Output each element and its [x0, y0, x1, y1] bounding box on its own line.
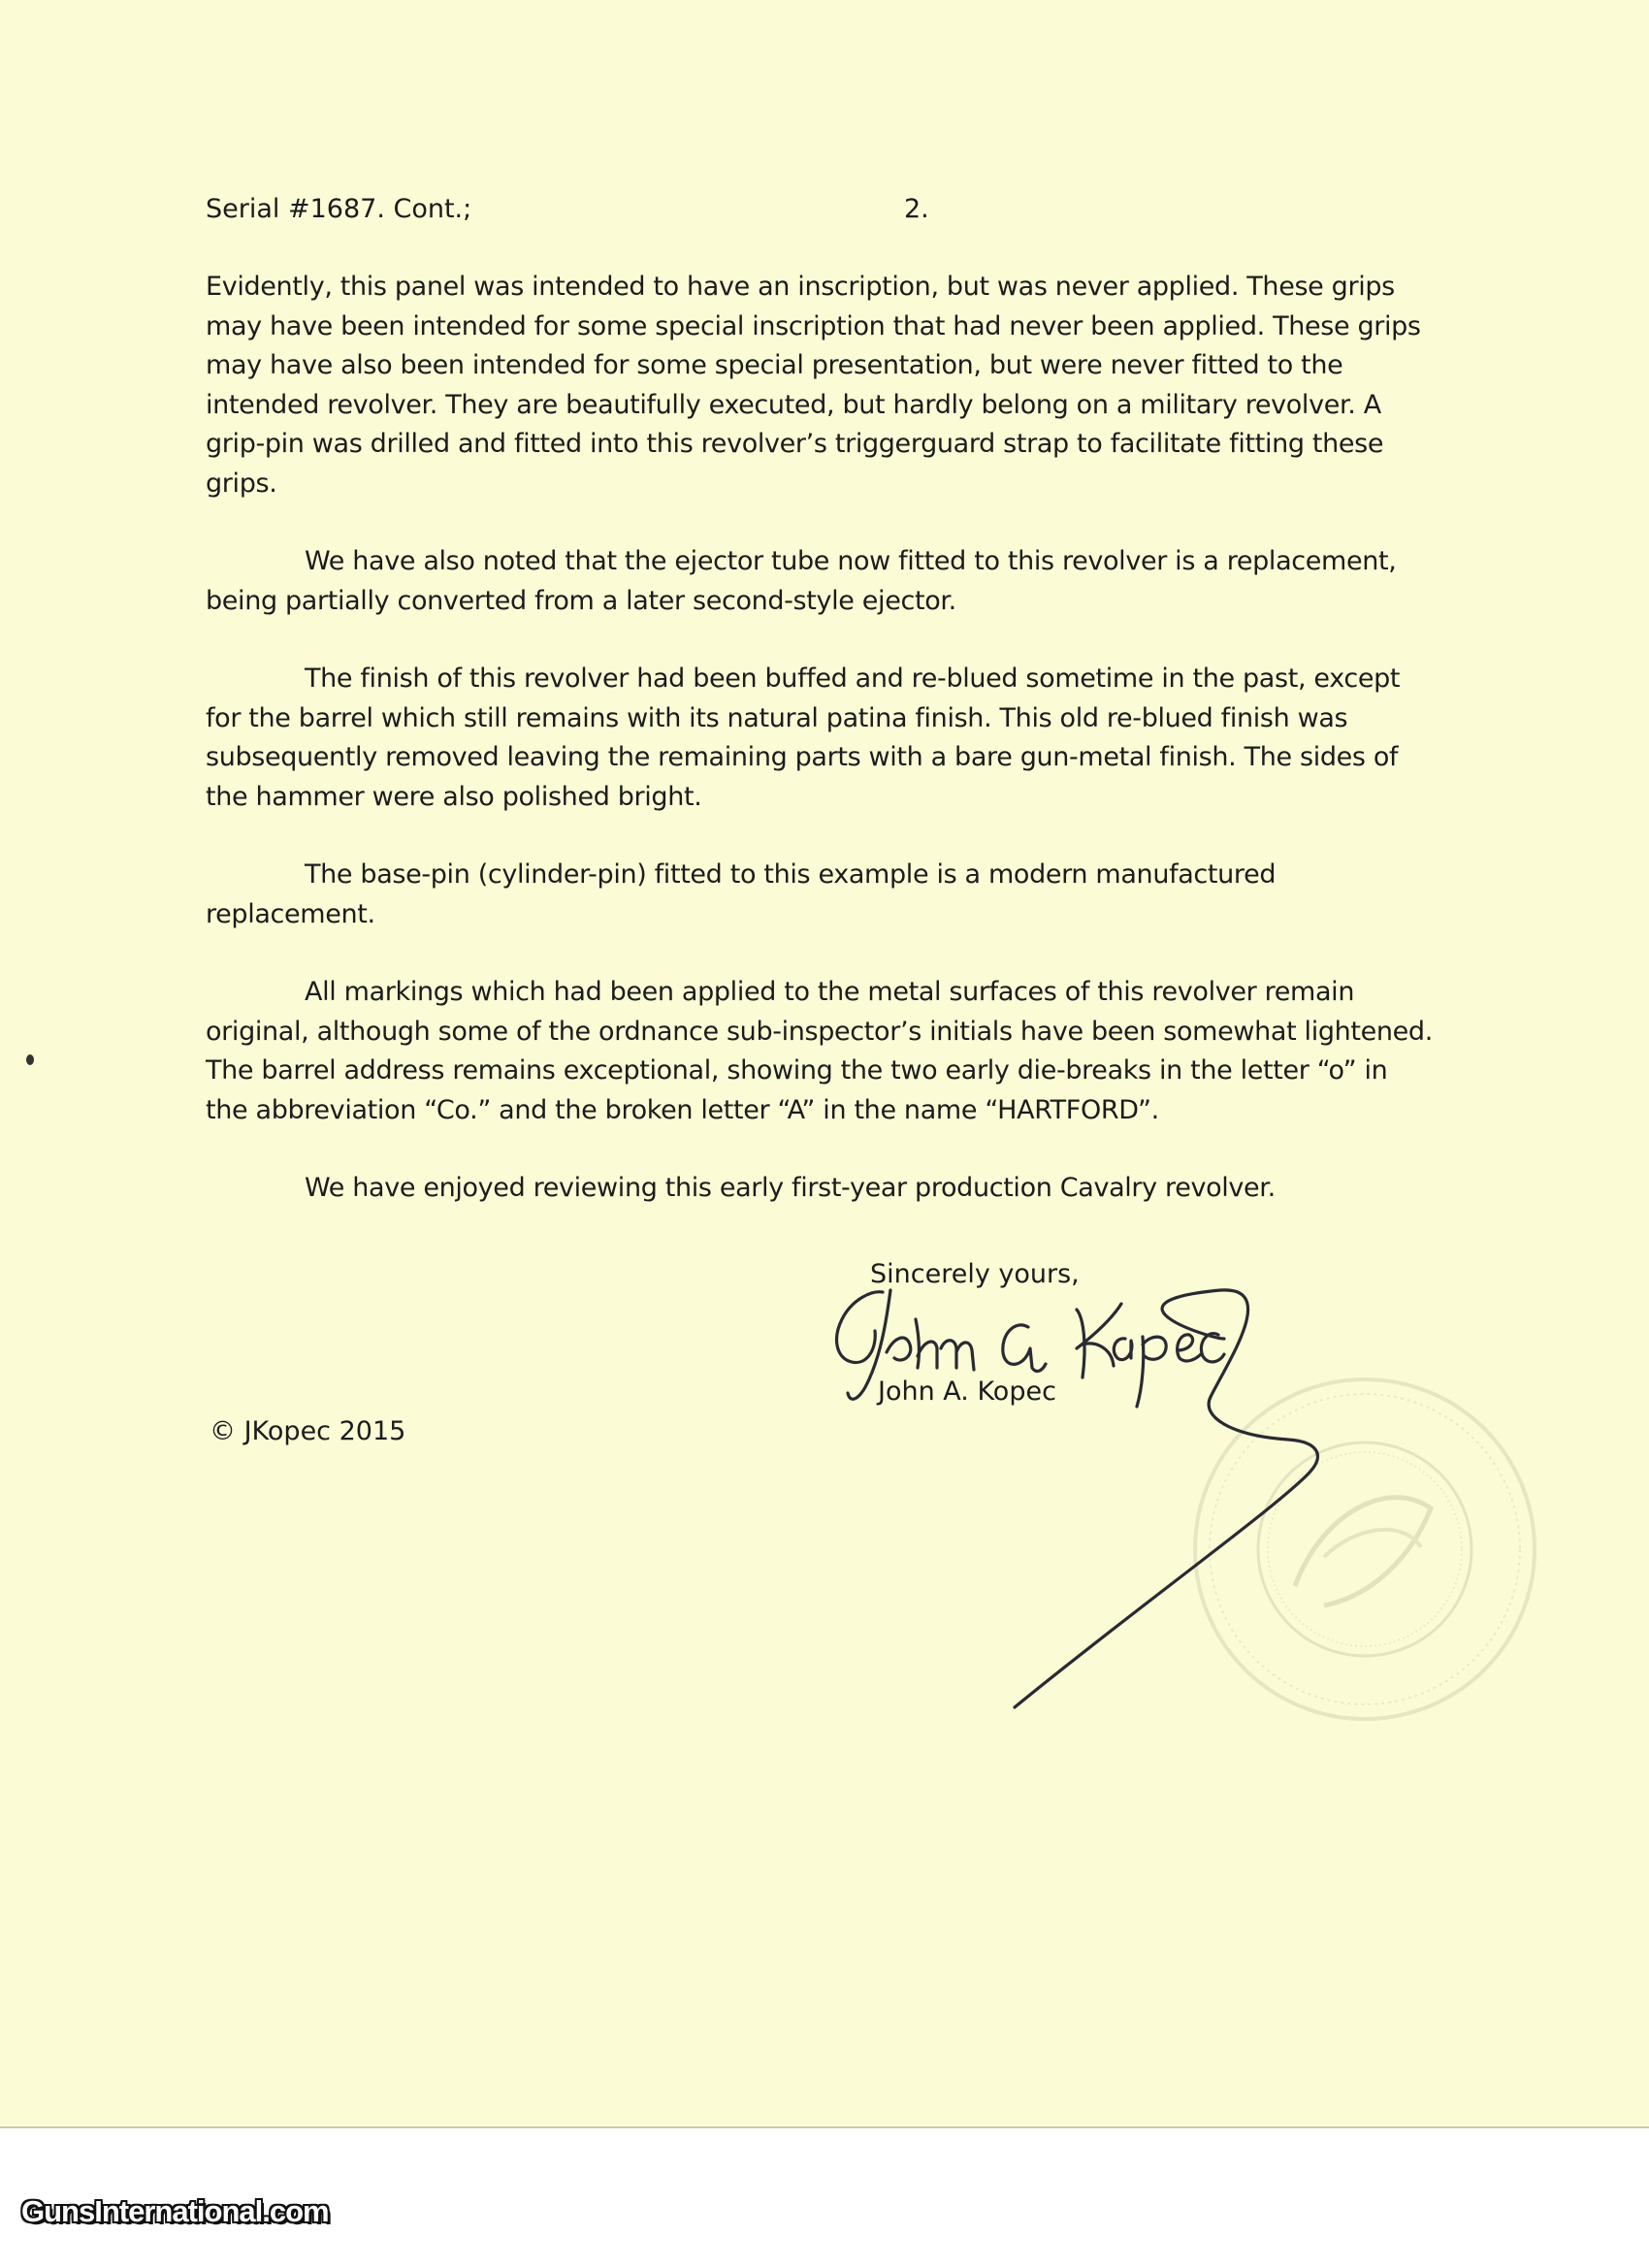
- paragraph-grips: Evidently, this panel was intended to have an inscription, but was never applied. These grips may have been intended for some special inscription that had never been applied. These grips may have also been intended for some special presentation, but were never fitted to the intended revolver. They are beautifully executed, but hardly belong on a military revolver. A grip-pin was drilled and fitted into this revolver’s triggerguard strap to facilitate fitting these grips.: [206, 272, 1421, 499]
- paragraph-finish: The finish of this revolver had been buffed and re-blued sometime in the past, except for the barrel which still remains with its natural patina finish. This old re-blued finish was subsequently removed leaving the remaining parts with a bare gun-metal finish. The sides of the hammer were also polished bright.: [206, 664, 1401, 812]
- scan-speck: [26, 1054, 34, 1065]
- closing-salutation: Sincerely yours,: [870, 1259, 1080, 1289]
- handwritten-signature: [823, 1280, 1366, 1727]
- copyright-notice: © JKopec 2015: [210, 1416, 406, 1446]
- paragraph-ejector: We have also noted that the ejector tube now fitted to this revolver is a replacement, being partially converted from a later second-style ejector.: [206, 546, 1397, 616]
- paragraph-closing-remark: We have enjoyed reviewing this early first-year production Cavalry revolver.: [305, 1173, 1276, 1203]
- paragraph-base-pin: The base-pin (cylinder-pin) fitted to this example is a modern manufactured replacement.: [206, 859, 1277, 929]
- page-number: 2.: [904, 194, 929, 224]
- serial-header: Serial #1687. Cont.;: [206, 194, 472, 224]
- gunsinternational-watermark-logo: GunsInternational.com: [21, 2194, 329, 2228]
- signer-name: John A. Kopec: [878, 1377, 1056, 1407]
- paragraph-markings: All markings which had been applied to the metal surfaces of this revolver remain original, although some of the ordnance sub-inspector’s initials have been somewhat lightened. The barrel address remains exceptional, showing the two early die-breaks in the letter “o” in the abbreviation “Co.” and the broken letter “A” in the name “HARTFORD”.: [206, 977, 1433, 1125]
- letter-body: [206, 268, 1467, 1247]
